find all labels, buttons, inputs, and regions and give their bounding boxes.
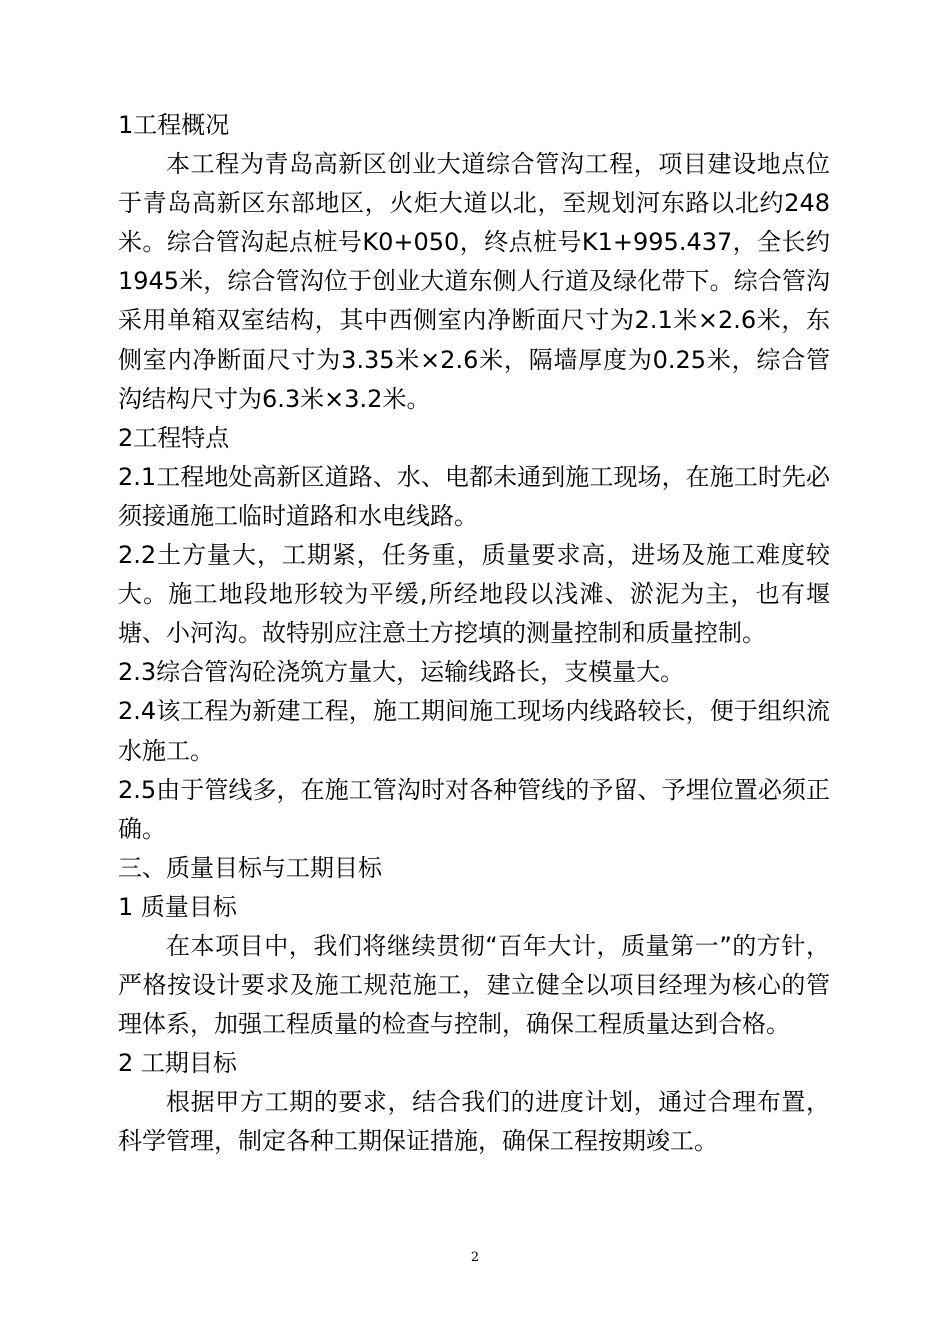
feature-item-2-2: 2.2土方量大，工期紧，任务重，质量要求高，进场及施工难度较大。施工地段地形较为平缓,所经地段以浅滩、淤泥为主，也有堰塘、小河沟。故特别应注意土方挖填的测量控制和质量控制。 <box>118 541 830 648</box>
feature-item-2-3: 2.3综合管沟砼浇筑方量大，运输线路长，支模量大。 <box>118 658 685 687</box>
document-body <box>118 106 830 1162</box>
subheading-quality-goal: 1 质量目标 <box>118 892 237 921</box>
section-heading-goals: 三、质量目标与工期目标 <box>118 853 382 882</box>
feature-item-2-1: 2.1工程地处高新区道路、水、电都未通到施工现场，在施工时先必须接通施工临时道路和水电线路。 <box>118 462 830 530</box>
section-heading-overview: 1工程概况 <box>118 111 230 139</box>
subheading-schedule-goal: 2 工期目标 <box>118 1049 237 1078</box>
page-number: 2 <box>470 1250 480 1265</box>
feature-item-2-5: 2.5由于管线多，在施工管沟时对各种管线的予留、予埋位置必须正确。 <box>118 775 830 843</box>
paragraph-quality-goal: 在本项目中，我们将继续贯彻“百年大计，质量第一”的方针，严格按设计要求及施工规范施工，建立健全以项目经理为核心的管理体系，加强工程质量的检查与控制，确保工程质量达到合格。 <box>118 931 830 1039</box>
section-heading-features: 2工程特点 <box>118 423 230 452</box>
paragraph-project-overview: 本工程为青岛高新区创业大道综合管沟工程，项目建设地点位于青岛高新区东部地区，火炬大道以北，至规划河东路以北约248米。综合管沟起点桩号K0+050，终点桩号K1+995.437，全长约1945米，综合管沟位于创业大道东侧人行道及绿化带下。综合管沟采用单箱双室结构，其中西侧室内净断面尺寸为2.1米×2.6米，东侧室内净断面尺寸为3.35米×2.6米，隔墙厚度为0.25米，综合管沟结构尺寸为6.3米×3.2米。 <box>118 150 830 413</box>
paragraph-schedule-goal: 根据甲方工期的要求，结合我们的进度计划，通过合理布置，科学管理，制定各种工期保证措施，确保工程按期竣工。 <box>118 1088 830 1156</box>
feature-item-2-4: 2.4该工程为新建工程，施工期间施工现场内线路较长，便于组织流水施工。 <box>118 697 830 765</box>
